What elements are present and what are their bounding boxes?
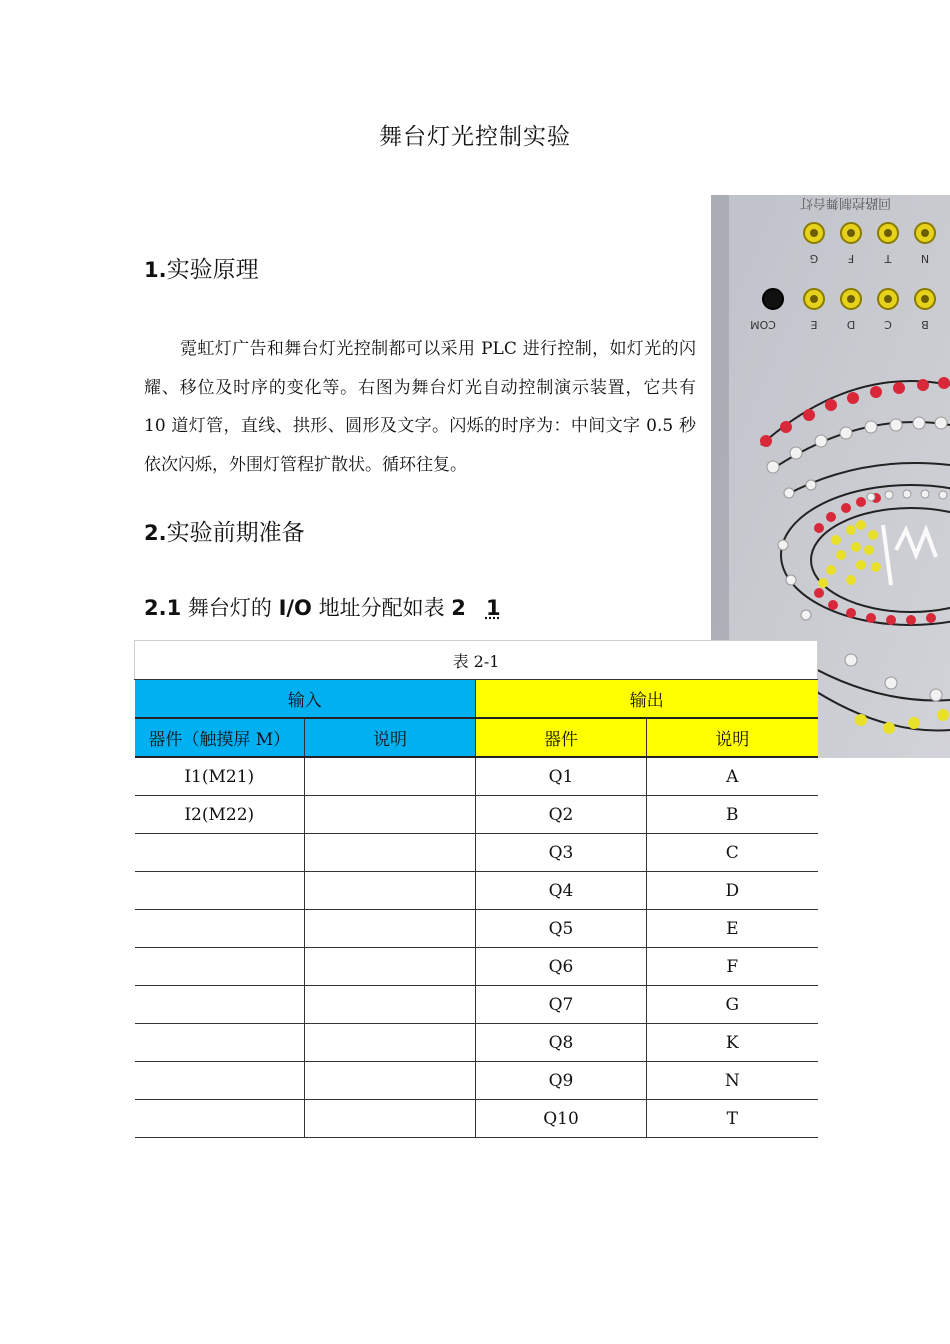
section-2-heading: [144, 514, 305, 547]
input-device-cell: [135, 1024, 305, 1062]
table-sub-header-row: [135, 718, 818, 757]
input-device-cell: [135, 1100, 305, 1138]
output-description-cell: T: [647, 1100, 818, 1138]
input-device-cell: [135, 986, 305, 1024]
input-description-cell: [305, 872, 476, 910]
table-row: [135, 910, 818, 948]
table-group-header-row: [135, 680, 818, 719]
input-device-cell: [135, 872, 305, 910]
table-row: [135, 986, 818, 1024]
input-description-header: 说明: [305, 718, 476, 757]
output-device-cell: Q2: [476, 796, 647, 834]
principle-paragraph: 霓虹灯广告和舞台灯光控制都可以采用 PLC 进行控制，如灯光的闪耀、移位及时序的变化等。右图为舞台灯光自动控制演示装置，它共有 10 道灯管，直线、拱形、圆形及文字。闪烁的时序为：中间文字 0.5 秒依次闪烁，外围灯管程扩散状。循环往复。: [144, 339, 696, 475]
output-description-cell: C: [647, 834, 818, 872]
section-2-1-io: I/O: [278, 596, 312, 620]
output-description-cell: E: [647, 910, 818, 948]
section-2-1-text-a: 舞台灯的: [187, 596, 272, 620]
output-device-cell: Q5: [476, 910, 647, 948]
input-description-cell: [305, 948, 476, 986]
input-description-cell: [305, 1062, 476, 1100]
table-row: [135, 1062, 818, 1100]
label-e: E: [810, 318, 818, 331]
label-f: F: [847, 252, 855, 265]
section-1-heading: [144, 251, 259, 284]
output-device-cell: Q3: [476, 834, 647, 872]
section-1-text: 实验原理: [166, 257, 259, 283]
input-group-header: 输入: [135, 680, 476, 719]
label-n: N: [920, 252, 930, 265]
label-g: G: [809, 252, 819, 265]
output-device-cell: Q7: [476, 986, 647, 1024]
output-description-cell: B: [647, 796, 818, 834]
output-group-header: 输出: [476, 680, 818, 719]
input-device-cell: [135, 948, 305, 986]
output-device-cell: Q6: [476, 948, 647, 986]
section-2-1-heading: [144, 592, 501, 622]
label-d: D: [846, 318, 856, 331]
table-row: [135, 872, 818, 910]
section-2-text: 实验前期准备: [166, 520, 305, 546]
table-row: [135, 1100, 818, 1138]
input-description-cell: [305, 757, 476, 796]
section-1-number: 1.: [144, 258, 167, 282]
section-2-1-text-b: 地址分配如表: [318, 596, 445, 620]
input-description-cell: [305, 986, 476, 1024]
input-device-cell: I1(M21): [135, 757, 305, 796]
input-device-cell: [135, 834, 305, 872]
section-2-number: 2.: [144, 521, 167, 545]
output-description-cell: D: [647, 872, 818, 910]
table-row: [135, 757, 818, 796]
input-device-cell: [135, 910, 305, 948]
output-device-header: 器件: [476, 718, 647, 757]
table-caption-row: [135, 641, 818, 680]
input-description-cell: [305, 834, 476, 872]
input-description-cell: [305, 910, 476, 948]
label-b: B: [921, 318, 929, 331]
table-row: [135, 834, 818, 872]
svg-text:回路控制舞台灯: 回路控制舞台灯: [799, 195, 891, 210]
output-description-header: 说明: [647, 718, 818, 757]
label-com: COM: [750, 318, 776, 331]
input-description-cell: [305, 1100, 476, 1138]
table-row: [135, 796, 818, 834]
output-device-cell: Q1: [476, 757, 647, 796]
output-description-cell: K: [647, 1024, 818, 1062]
io-allocation-table: [134, 640, 818, 1138]
input-description-cell: [305, 796, 476, 834]
output-description-cell: F: [647, 948, 818, 986]
output-device-cell: Q9: [476, 1062, 647, 1100]
table-row: [135, 1024, 818, 1062]
label-t: T: [884, 252, 892, 265]
table-caption: 表 2-1: [135, 641, 818, 680]
input-device-cell: [135, 1062, 305, 1100]
output-description-cell: N: [647, 1062, 818, 1100]
section-2-1-number: 2.1: [144, 596, 182, 620]
section-2-1-table-ref-b: 1: [485, 596, 501, 620]
output-description-cell: A: [647, 757, 818, 796]
input-description-cell: [305, 1024, 476, 1062]
output-device-cell: Q10: [476, 1100, 647, 1138]
input-device-cell: I2(M22): [135, 796, 305, 834]
table-row: [135, 948, 818, 986]
output-description-cell: G: [647, 986, 818, 1024]
document-title: 舞台灯光控制实验: [379, 124, 571, 150]
label-c: C: [884, 318, 892, 331]
input-device-header: 器件（触摸屏 M）: [135, 718, 305, 757]
output-device-cell: Q4: [476, 872, 647, 910]
output-device-cell: Q8: [476, 1024, 647, 1062]
section-2-1-table-ref-a: 2: [451, 596, 466, 620]
